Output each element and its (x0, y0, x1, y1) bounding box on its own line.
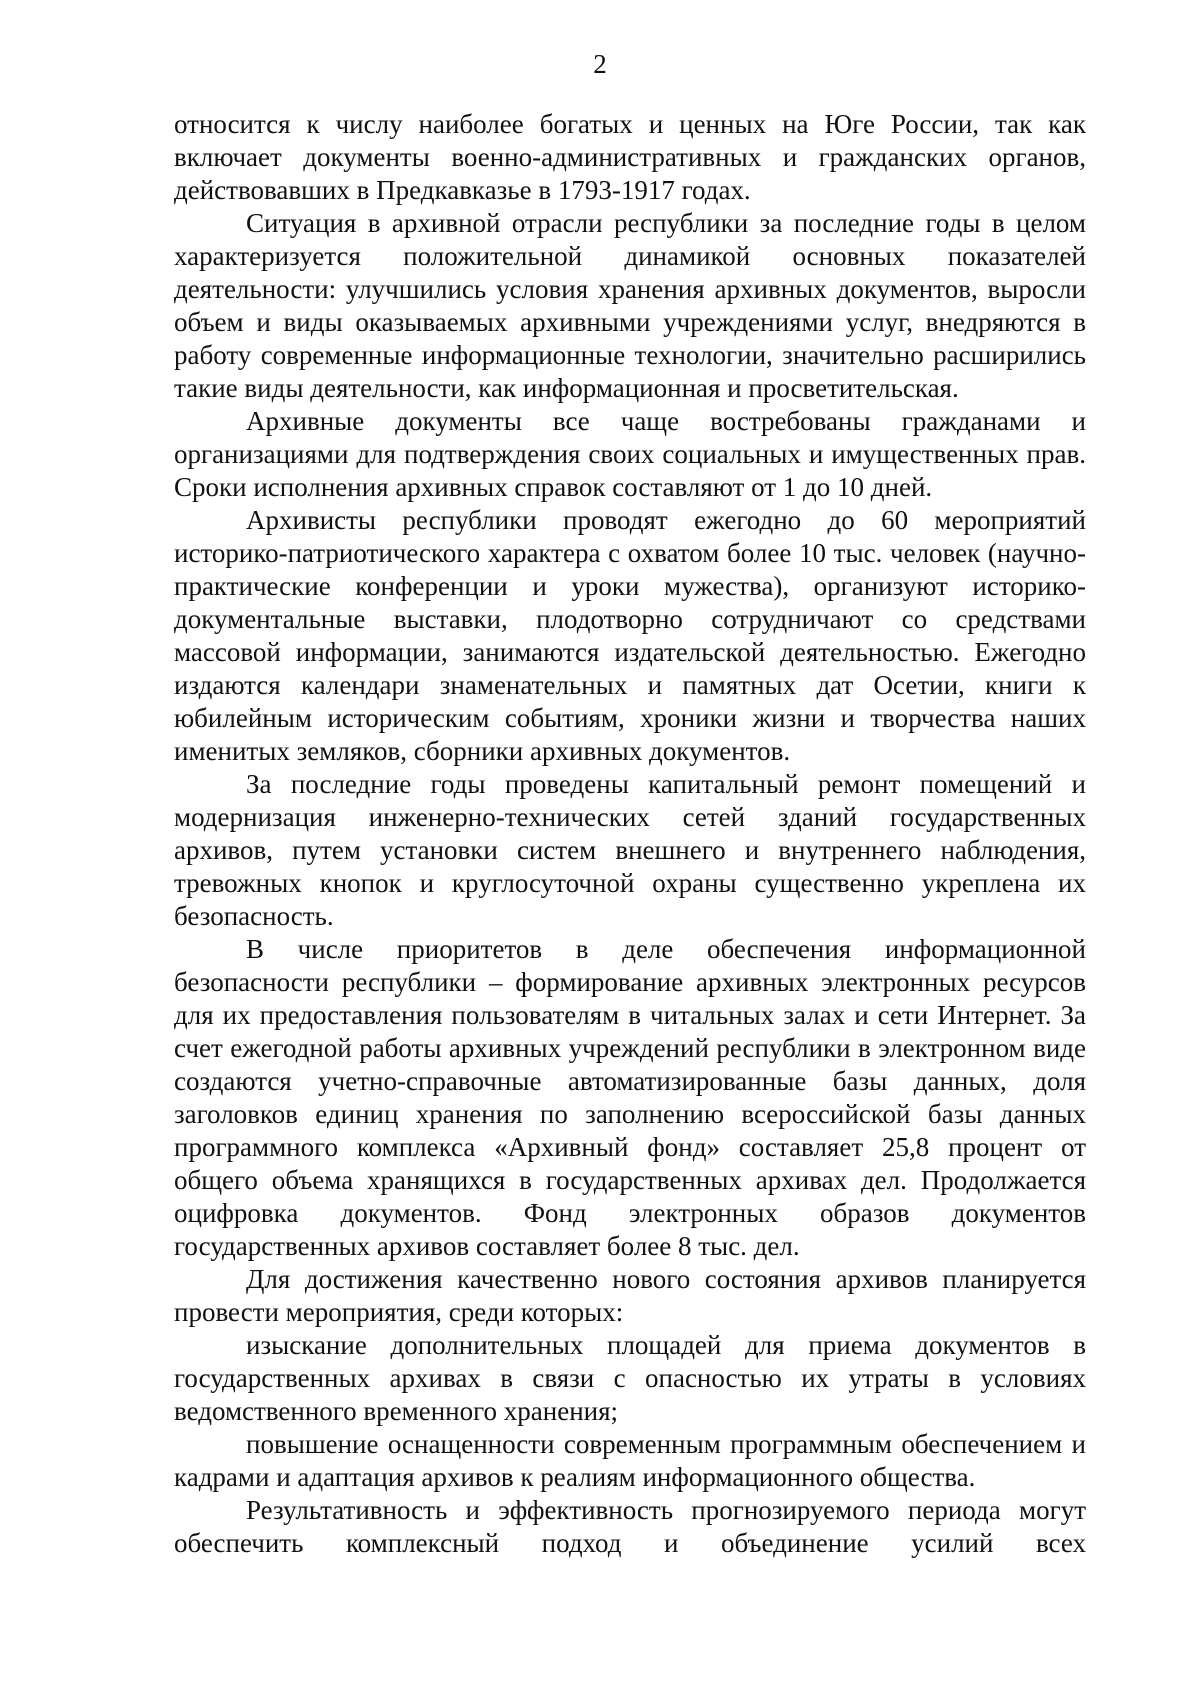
paragraph-industry-situation: Ситуация в архивной отрасли республики за последние годы в целом характеризуется положительной динамикой основных показателей деятельности: улучшились условия хранения архивных документов, выросли объем и виды оказываемых архивными учреждениями услуг, внедряются в работу современные информационные технологии, значительно расширились такие виды деятельности, как информационная и просветительская. (174, 208, 1086, 403)
document-body (174, 108, 1086, 1560)
paragraph-information-security: В числе приоритетов в деле обеспечения информационной безопасности республики – формирование архивных электронных ресурсов для их предоставления пользователям в читальных залах и сети Интернет. За счет ежегодной работы архивных учреждений республики в электронном виде создаются учетно-справочные автоматизированные базы данных, доля заголовков единиц хранения по заполнению всероссийской базы данных программного комплекса «Архивный фонд» составляет 25,8 процент от общего объема хранящихся в государственных архивах дел. Продолжается оцифровка документов. Фонд электронных образов документов государственных архивов составляет более 8 тыс. дел. (174, 934, 1086, 1261)
paragraph-planned-measures: Для достижения качественно нового состояния архивов планируется провести мероприятия, среди которых: (174, 1264, 1086, 1327)
paragraph-archive-value: относится к числу наиболее богатых и ценных на Юге России, так как включает документы военно-административных и гражданских органов, действовавших в Предкавказье в 1793-1917 годах. (174, 109, 1086, 205)
paragraph-document-demand: Архивные документы все чаще востребованы гражданами и организациями для подтверждения своих социальных и имущественных прав. Сроки исполнения архивных справок составляют от 1 до 10 дней. (174, 406, 1086, 502)
paragraph-building-repair: За последние годы проведены капитальный ремонт помещений и модернизация инженерно-технических сетей зданий государственных архивов, путем установки систем внешнего и внутреннего наблюдения, тревожных кнопок и круглосуточной охраны существенно укреплена их безопасность. (174, 769, 1086, 931)
page-number: 2 (593, 49, 607, 79)
paragraph-measure-storage-space: изыскание дополнительных площадей для приема документов в государственных архивах в связи с опасностью их утраты в условиях ведомственного временного хранения; (174, 1330, 1086, 1426)
paragraph-measure-equipment: повышение оснащенности современным программным обеспечением и кадрами и адаптация архивов к реалиям информационного общества. (174, 1429, 1086, 1492)
paragraph-effectiveness: Результативность и эффективность прогнозируемого периода могут обеспечить комплексный подход и объединение усилий всех (174, 1495, 1086, 1558)
paragraph-patriotic-events: Архивисты республики проводят ежегодно до 60 мероприятий историко-патриотического характера с охватом более 10 тыс. человек (научно-практические конференции и уроки мужества), организуют историко-документальные выставки, плодотворно сотрудничают со средствами массовой информации, занимаются издательской деятельностью. Ежегодно издаются календари знаменательных и памятных дат Осетии, книги к юбилейным историческим событиям, хроники жизни и творчества наших именитых земляков, сборники архивных документов. (174, 505, 1086, 766)
